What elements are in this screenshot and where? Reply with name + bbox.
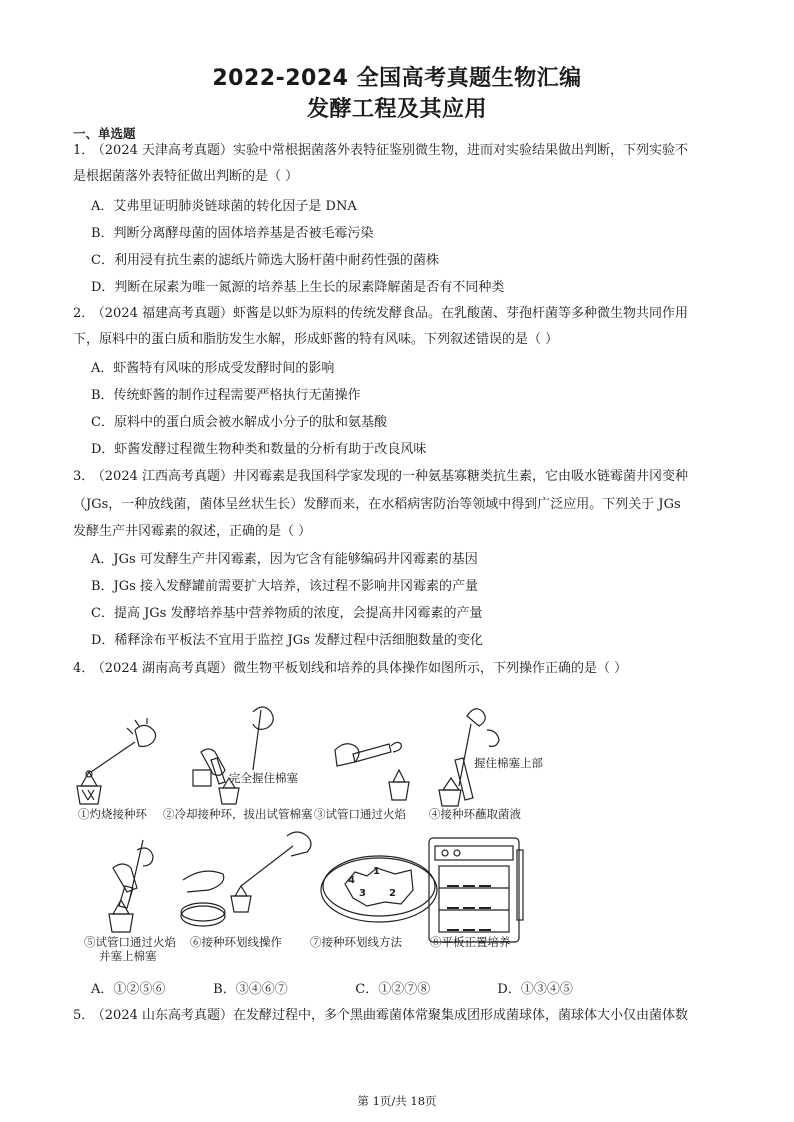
document-title: 2022-2024 全国高考真题生物汇编 xyxy=(212,66,582,91)
figure-caption-7: ⑦接种环划线方法 xyxy=(310,935,402,949)
question-2-option-c: C．原料中的蛋白质会被水解成小分子的肽和氨基酸 xyxy=(91,415,387,430)
question-2-line-1: 2． （2024 福建高考真题）虾酱是以虾为原料的传统发酵食品。在乳酸菌、芽孢杆菌等多种微生物共同作用 xyxy=(73,306,688,321)
question-4-options xyxy=(91,978,573,997)
figure-caption-1: ①灼烧接种环 xyxy=(78,807,147,821)
plate-region-label-4: 4 xyxy=(348,875,355,886)
plate-region-label-2: 2 xyxy=(389,888,396,899)
question-5-line-1: 5． （2024 山东高考真题）在发酵过程中，多个黑曲霉菌体常聚集成团形成菌球体，菌球体大小仅由菌体数 xyxy=(73,1008,688,1023)
question-1-option-c: C．利用浸有抗生素的滤纸片筛选大肠杆菌中耐药性强的菌株 xyxy=(91,253,439,268)
plate-region-label-1: 1 xyxy=(373,866,380,877)
document-subtitle: 发酵工程及其应用 xyxy=(306,97,487,122)
question-3-line-3: 发酵生产井冈霉素的叙述，正确的是（ ） xyxy=(73,524,312,539)
figure-caption-8: ⑧平板正置培养 xyxy=(430,935,511,949)
question-3-option-c: C．提高 JGs 发酵培养基中营养物质的浓度，会提高井冈霉素的产量 xyxy=(91,606,483,621)
figure-note-hold-plug-top: 握住棉塞上部 xyxy=(474,756,543,770)
figure-step-8-illustration xyxy=(429,838,523,942)
figure-caption-6: ⑥接种环划线操作 xyxy=(190,935,282,949)
question-3-option-b: B．JGs 接入发酵罐前需要扩大培养，该过程不影响井冈霉素的产量 xyxy=(91,579,478,594)
question-3-option-d: D．稀释涂布平板法不宜用于监控 JGs 发酵过程中活细胞数量的变化 xyxy=(91,633,483,648)
question-4-option-b: B．③④⑥⑦ xyxy=(213,982,288,997)
question-4-line-1: 4． （2024 湖南高考真题）微生物平板划线和培养的具体操作如图所示，下列操作正确的是（ ） xyxy=(73,661,628,676)
section-heading: 一、单选题 xyxy=(73,126,136,141)
question-3-line-1: 3． （2024 江西高考真题）井冈霉素是我国科学家发现的一种氨基寡糖类抗生素，它由吸水链霉菌井冈变种 xyxy=(73,469,688,484)
figure-step-6-illustration xyxy=(181,832,311,926)
question-4-option-d: D．①③④⑤ xyxy=(497,982,573,997)
question-2-option-a: A．虾酱特有风味的形成受发酵时间的影响 xyxy=(91,361,335,376)
figure-step-3-illustration xyxy=(335,742,409,800)
question-1-line-2: 是根据菌落外表特征做出判断的是（ ） xyxy=(73,169,299,184)
figure-caption-5: ⑤试管口通过火焰 xyxy=(84,935,176,949)
page-footer: 第 1页/共 18页 xyxy=(357,1094,437,1108)
figure-caption-3: ③试管口通过火焰 xyxy=(314,807,406,821)
question-1-option-a: A．艾弗里证明肺炎链球菌的转化因子是 DNA xyxy=(91,199,357,214)
procedure-figure xyxy=(73,690,733,970)
question-3-line-2: （JGs，一种放线菌，菌体呈丝状生长）发酵而来，在水稻病害防治等领域中得到广泛应用。下列关于 JGs xyxy=(73,497,681,512)
question-1-option-d: D．判断在尿素为唯一氮源的培养基上生长的尿素降解菌是否有不同种类 xyxy=(91,280,505,295)
question-2-option-b: B．传统虾酱的制作过程需要严格执行无菌操作 xyxy=(91,388,361,403)
plate-region-label-3: 3 xyxy=(359,888,366,899)
figure-caption-2: ②冷却接种环，拔出试管棉塞 xyxy=(163,807,313,821)
question-1-option-b: B．判断分离酵母菌的固体培养基是否被毛霉污染 xyxy=(91,226,374,241)
question-4-option-c: C．①②⑦⑧ xyxy=(355,982,431,997)
figure-caption-4: ④接种环蘸取菌液 xyxy=(429,807,521,821)
question-2-line-2: 下，原料中的蛋白质和脂肪发生水解，形成虾酱的特有风味。下列叙述错误的是（ ） xyxy=(73,332,559,347)
question-4-option-a: A．①②⑤⑥ xyxy=(91,982,166,997)
figure-note-hold-plug: 完全握住棉塞 xyxy=(229,771,298,785)
question-3-option-a: A．JGs 可发酵生产井冈霉素，因为它含有能够编码井冈霉素的基因 xyxy=(91,552,478,567)
question-2-option-d: D．虾酱发酵过程微生物种类和数量的分析有助于改良风味 xyxy=(91,442,427,457)
figure-caption-5-cont: 并塞上棉塞 xyxy=(99,949,157,963)
figure-step-1-illustration xyxy=(77,718,156,804)
figure-step-5-illustration xyxy=(109,840,153,932)
question-1-line-1: 1． （2024 天津高考真题）实验中常根据菌落外表特征鉴别微生物，进而对实验结果做出判断，下列实验不 xyxy=(73,143,688,158)
figure-step-2-illustration xyxy=(193,707,273,804)
